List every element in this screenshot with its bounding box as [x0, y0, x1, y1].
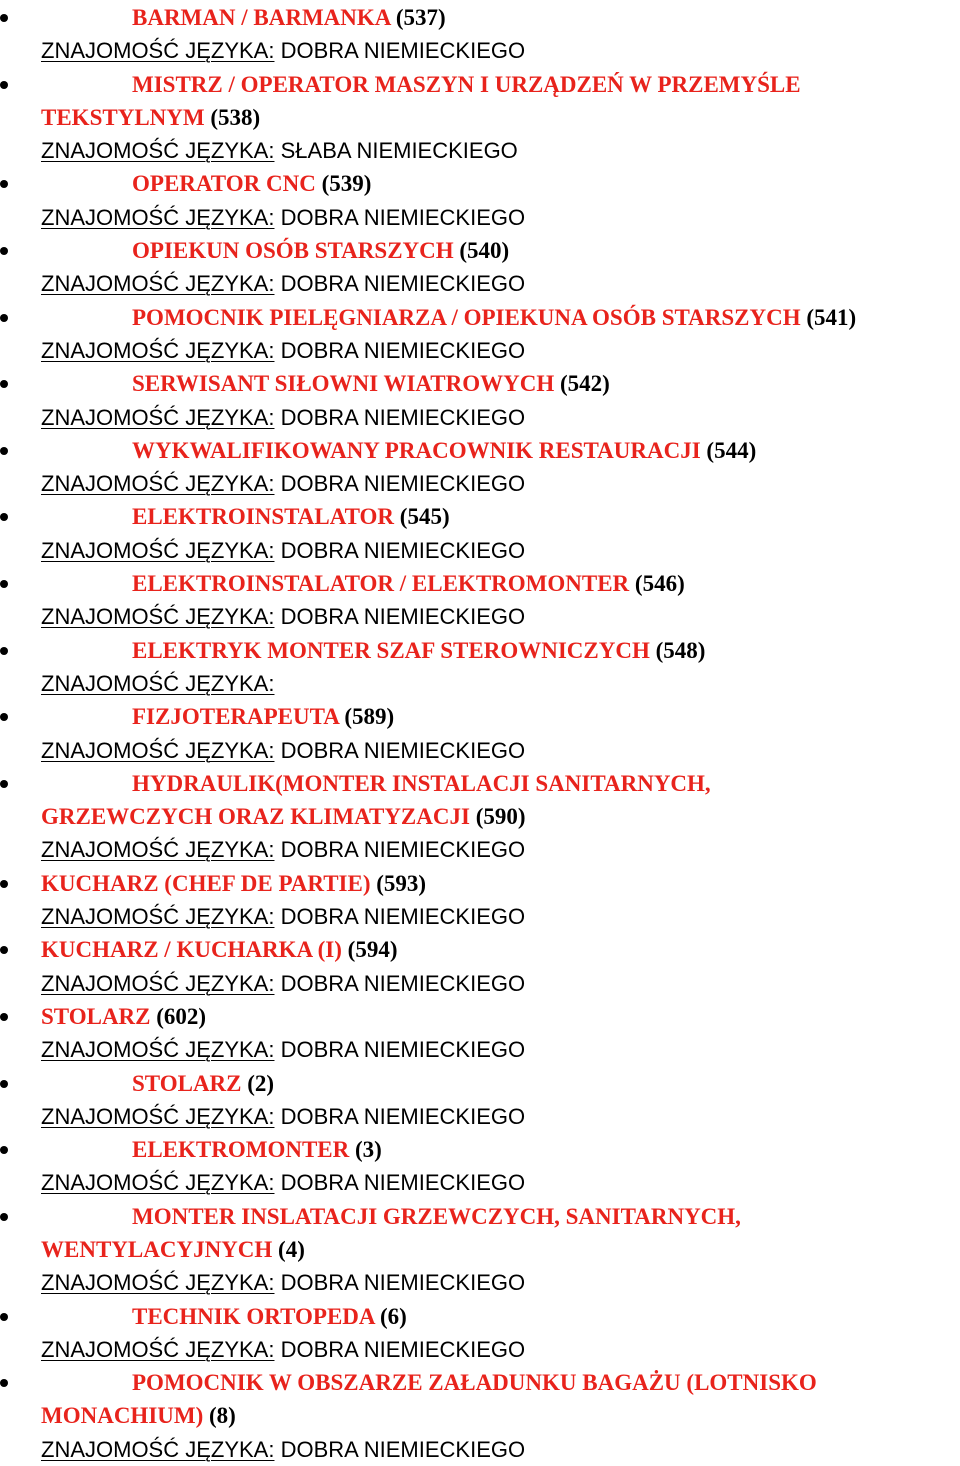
bullet-icon — [0, 1213, 8, 1221]
bullet-icon — [0, 247, 8, 255]
job-title: HYDRAULIK(MONTER INSTALACJI SANITARNYCH, — [132, 770, 711, 796]
language-label: ZNAJOMOŚĆ JĘZYKA: — [41, 737, 275, 763]
language-level: DOBRA NIEMIECKIEGO — [280, 1436, 526, 1462]
job-title-line — [0, 301, 960, 334]
bullet-icon — [0, 1013, 8, 1021]
job-title-line — [0, 500, 960, 533]
job-title-line — [0, 867, 960, 900]
bullet-icon — [0, 647, 8, 655]
bullet-icon — [0, 81, 8, 89]
job-title: FIZJOTERAPEUTA (589) — [132, 704, 395, 730]
language-level: DOBRA NIEMIECKIEGO — [280, 1270, 526, 1296]
bullet-icon — [0, 180, 8, 188]
bullet-icon — [0, 880, 8, 888]
job-title: OPIEKUN OSÓB STARSZYCH (540) — [132, 238, 510, 264]
language-line — [0, 534, 960, 567]
language-label: ZNAJOMOŚĆ JĘZYKA: — [41, 138, 275, 164]
language-label: ZNAJOMOŚĆ JĘZYKA: — [41, 670, 275, 696]
language-line — [0, 401, 960, 434]
language-level: DOBRA NIEMIECKIEGO — [280, 1336, 526, 1362]
job-title: MISTRZ / OPERATOR MASZYN I URZĄDZEŃ W PRZEMYŚLE — [132, 71, 801, 97]
language-label: ZNAJOMOŚĆ JĘZYKA: — [41, 904, 275, 930]
language-label: ZNAJOMOŚĆ JĘZYKA: — [41, 38, 275, 64]
job-title: OPERATOR CNC (539) — [132, 171, 372, 197]
job-title: POMOCNIK PIELĘGNIARZA / OPIEKUNA OSÓB STARSZYCH (541) — [132, 304, 857, 330]
job-title: SERWISANT SIŁOWNI WIATROWYCH (542) — [132, 371, 610, 397]
job-title-cont: WENTYLACYJNYCH (4) — [41, 1236, 305, 1262]
language-line — [0, 134, 960, 167]
job-title: KUCHARZ / KUCHARKA (I) (594) — [41, 937, 398, 963]
language-level: DOBRA NIEMIECKIEGO — [280, 1037, 526, 1063]
language-label: ZNAJOMOŚĆ JĘZYKA: — [41, 404, 275, 430]
job-title-line — [0, 68, 960, 101]
job-title: MONTER INSLATACJI GRZEWCZYCH, SANITARNYCH, — [132, 1203, 741, 1229]
job-title: STOLARZ (2) — [132, 1070, 275, 1096]
bullet-icon — [0, 380, 8, 388]
language-level: DOBRA NIEMIECKIEGO — [280, 38, 526, 64]
language-line — [0, 1166, 960, 1199]
language-level: DOBRA NIEMIECKIEGO — [280, 337, 526, 363]
job-title-line — [0, 700, 960, 733]
language-line — [0, 734, 960, 767]
language-line — [0, 900, 960, 933]
language-level: DOBRA NIEMIECKIEGO — [280, 271, 526, 297]
job-title-cont: GRZEWCZYCH ORAZ KLIMATYZACJI (590) — [41, 804, 526, 830]
bullet-icon — [0, 713, 8, 721]
job-title-line — [0, 634, 960, 667]
bullet-icon — [0, 14, 8, 22]
job-title-continuation — [0, 101, 960, 134]
bullet-icon — [0, 513, 8, 521]
bullet-icon — [0, 946, 8, 954]
language-label: ZNAJOMOŚĆ JĘZYKA: — [41, 271, 275, 297]
language-label: ZNAJOMOŚĆ JĘZYKA: — [41, 204, 275, 230]
language-line — [0, 600, 960, 633]
job-title: TECHNIK ORTOPEDA (6) — [132, 1303, 407, 1329]
language-label: ZNAJOMOŚĆ JĘZYKA: — [41, 537, 275, 563]
job-title: ELEKTRYK MONTER SZAF STEROWNICZYCH (548) — [132, 637, 706, 663]
language-label: ZNAJOMOŚĆ JĘZYKA: — [41, 1270, 275, 1296]
language-line — [0, 967, 960, 1000]
language-line — [0, 1100, 960, 1133]
language-line — [0, 34, 960, 67]
job-title: ELEKTROINSTALATOR (545) — [132, 504, 450, 530]
job-title: ELEKTROMONTER (3) — [132, 1137, 382, 1163]
language-line — [0, 667, 960, 700]
language-label: ZNAJOMOŚĆ JĘZYKA: — [41, 970, 275, 996]
job-title-line — [0, 434, 960, 467]
job-title: ELEKTROINSTALATOR / ELEKTROMONTER (546) — [132, 571, 685, 597]
job-title-line — [0, 1300, 960, 1333]
language-line — [0, 1266, 960, 1299]
language-line — [0, 267, 960, 300]
language-line — [0, 1033, 960, 1066]
language-line — [0, 467, 960, 500]
job-title-line — [0, 1366, 960, 1399]
language-level: DOBRA NIEMIECKIEGO — [280, 837, 526, 863]
bullet-icon — [0, 580, 8, 588]
job-title-line — [0, 1200, 960, 1233]
language-label: ZNAJOMOŚĆ JĘZYKA: — [41, 604, 275, 630]
language-label: ZNAJOMOŚĆ JĘZYKA: — [41, 471, 275, 497]
bullet-icon — [0, 1379, 8, 1387]
job-title-cont: TEKSTYLNYM (538) — [41, 104, 261, 130]
job-title-line — [0, 1, 960, 34]
bullet-icon — [0, 1080, 8, 1088]
job-title: BARMAN / BARMANKA (537) — [132, 5, 446, 30]
language-label: ZNAJOMOŚĆ JĘZYKA: — [41, 337, 275, 363]
language-level: DOBRA NIEMIECKIEGO — [280, 404, 526, 430]
language-level: DOBRA NIEMIECKIEGO — [280, 970, 526, 996]
language-line — [0, 833, 960, 866]
bullet-icon — [0, 314, 8, 322]
language-label: ZNAJOMOŚĆ JĘZYKA: — [41, 1103, 275, 1129]
job-title-line — [0, 367, 960, 400]
language-label: ZNAJOMOŚĆ JĘZYKA: — [41, 837, 275, 863]
job-title-line — [0, 933, 960, 966]
job-title: STOLARZ (602) — [41, 1003, 207, 1029]
job-title-line — [0, 767, 960, 800]
job-title-line — [0, 1000, 960, 1033]
job-title-continuation — [0, 1233, 960, 1266]
bullet-icon — [0, 780, 8, 788]
job-title-line — [0, 1067, 960, 1100]
job-title: WYKWALIFIKOWANY PRACOWNIK RESTAURACJI (544) — [132, 437, 757, 463]
language-label: ZNAJOMOŚĆ JĘZYKA: — [41, 1436, 275, 1462]
language-line — [0, 334, 960, 367]
language-line — [0, 1333, 960, 1366]
job-title: POMOCNIK W OBSZARZE ZAŁADUNKU BAGAŻU (LOTNISKO — [132, 1370, 817, 1396]
job-title-cont: MONACHIUM) (8) — [41, 1403, 236, 1429]
language-level: DOBRA NIEMIECKIEGO — [280, 737, 526, 763]
language-label: ZNAJOMOŚĆ JĘZYKA: — [41, 1336, 275, 1362]
job-title-line — [0, 1133, 960, 1166]
job-title-line — [0, 567, 960, 600]
job-offers-list — [0, 1, 960, 1466]
bullet-icon — [0, 1146, 8, 1154]
language-label: ZNAJOMOŚĆ JĘZYKA: — [41, 1170, 275, 1196]
job-title-continuation — [0, 800, 960, 833]
language-level: SŁABA NIEMIECKIEGO — [280, 138, 518, 164]
job-title: KUCHARZ (CHEF DE PARTIE) (593) — [41, 870, 427, 896]
job-title-continuation — [0, 1399, 960, 1432]
job-title-line — [0, 167, 960, 200]
language-level: DOBRA NIEMIECKIEGO — [280, 1170, 526, 1196]
language-line — [0, 1433, 960, 1466]
bullet-icon — [0, 1313, 8, 1321]
job-title-line — [0, 234, 960, 267]
language-line — [0, 201, 960, 234]
language-level: DOBRA NIEMIECKIEGO — [280, 471, 526, 497]
language-label: ZNAJOMOŚĆ JĘZYKA: — [41, 1037, 275, 1063]
bullet-icon — [0, 447, 8, 455]
language-level: DOBRA NIEMIECKIEGO — [280, 604, 526, 630]
language-level: DOBRA NIEMIECKIEGO — [280, 904, 526, 930]
language-level: DOBRA NIEMIECKIEGO — [280, 1103, 526, 1129]
language-level: DOBRA NIEMIECKIEGO — [280, 204, 526, 230]
language-level: DOBRA NIEMIECKIEGO — [280, 537, 526, 563]
